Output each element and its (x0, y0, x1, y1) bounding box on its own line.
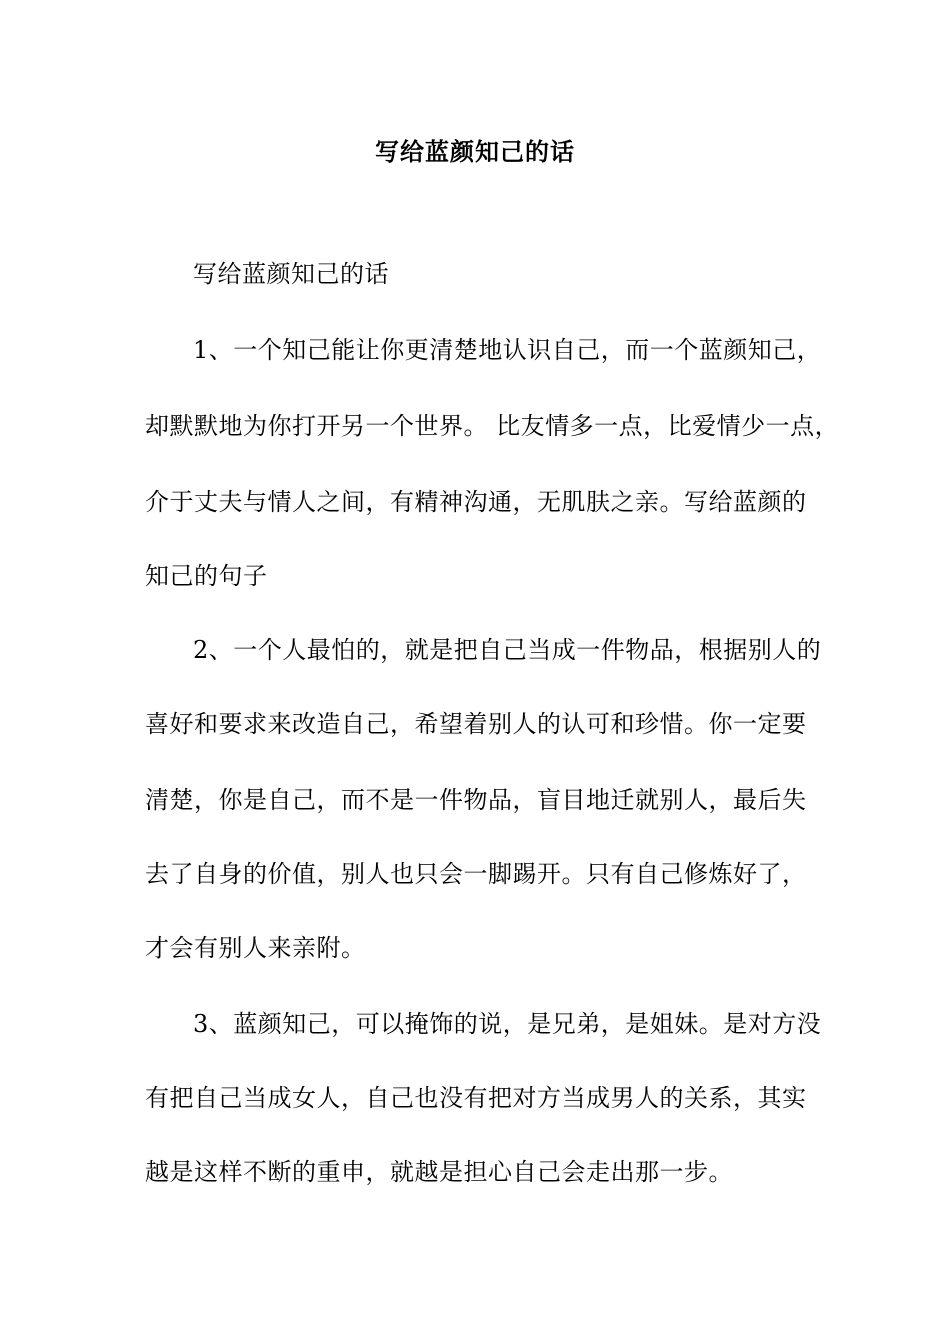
paragraph-3-line-1: 3、蓝颜知己，可以掩饰的说，是兄弟，是姐妹。是对方没 (193, 1010, 822, 1038)
paragraph-1-line-3: 介于丈夫与情人之间，有精神沟通，无肌肤之亲。写给蓝颜的 (145, 488, 807, 516)
paragraph-1-line-2: 却默默地为你打开另一个世界。 比友情多一点，比爱情少一点， (145, 412, 840, 440)
paragraph-3-line-2: 有把自己当成女人，自己也没有把对方当成男人的关系，其实 (145, 1084, 807, 1112)
paragraph-2-line-1: 2、一个人最怕的，就是把自己当成一件物品，根据别人的 (193, 636, 822, 664)
paragraph-2-line-3: 清楚，你是自己，而不是一件物品，盲目地迁就别人，最后失 (145, 786, 807, 814)
paragraph-2-line-4: 去了自身的价值，别人也只会一脚踢开。只有自己修炼好了， (145, 860, 807, 888)
paragraph-2-line-2: 喜好和要求来改造自己，希望着别人的认可和珍惜。你一定要 (145, 710, 807, 738)
paragraph-1-line-4: 知己的句子 (145, 562, 268, 590)
document-title: 写给蓝颜知己的话 (375, 137, 575, 166)
subtitle-line: 写给蓝颜知己的话 (193, 260, 389, 288)
paragraph-2-line-5: 才会有别人来亲附。 (145, 934, 366, 962)
paragraph-1-line-1: 1、一个知己能让你更清楚地认识自己，而一个蓝颜知己， (193, 336, 822, 364)
paragraph-3-line-3: 越是这样不断的重申，就越是担心自己会走出那一步。 (145, 1158, 733, 1186)
